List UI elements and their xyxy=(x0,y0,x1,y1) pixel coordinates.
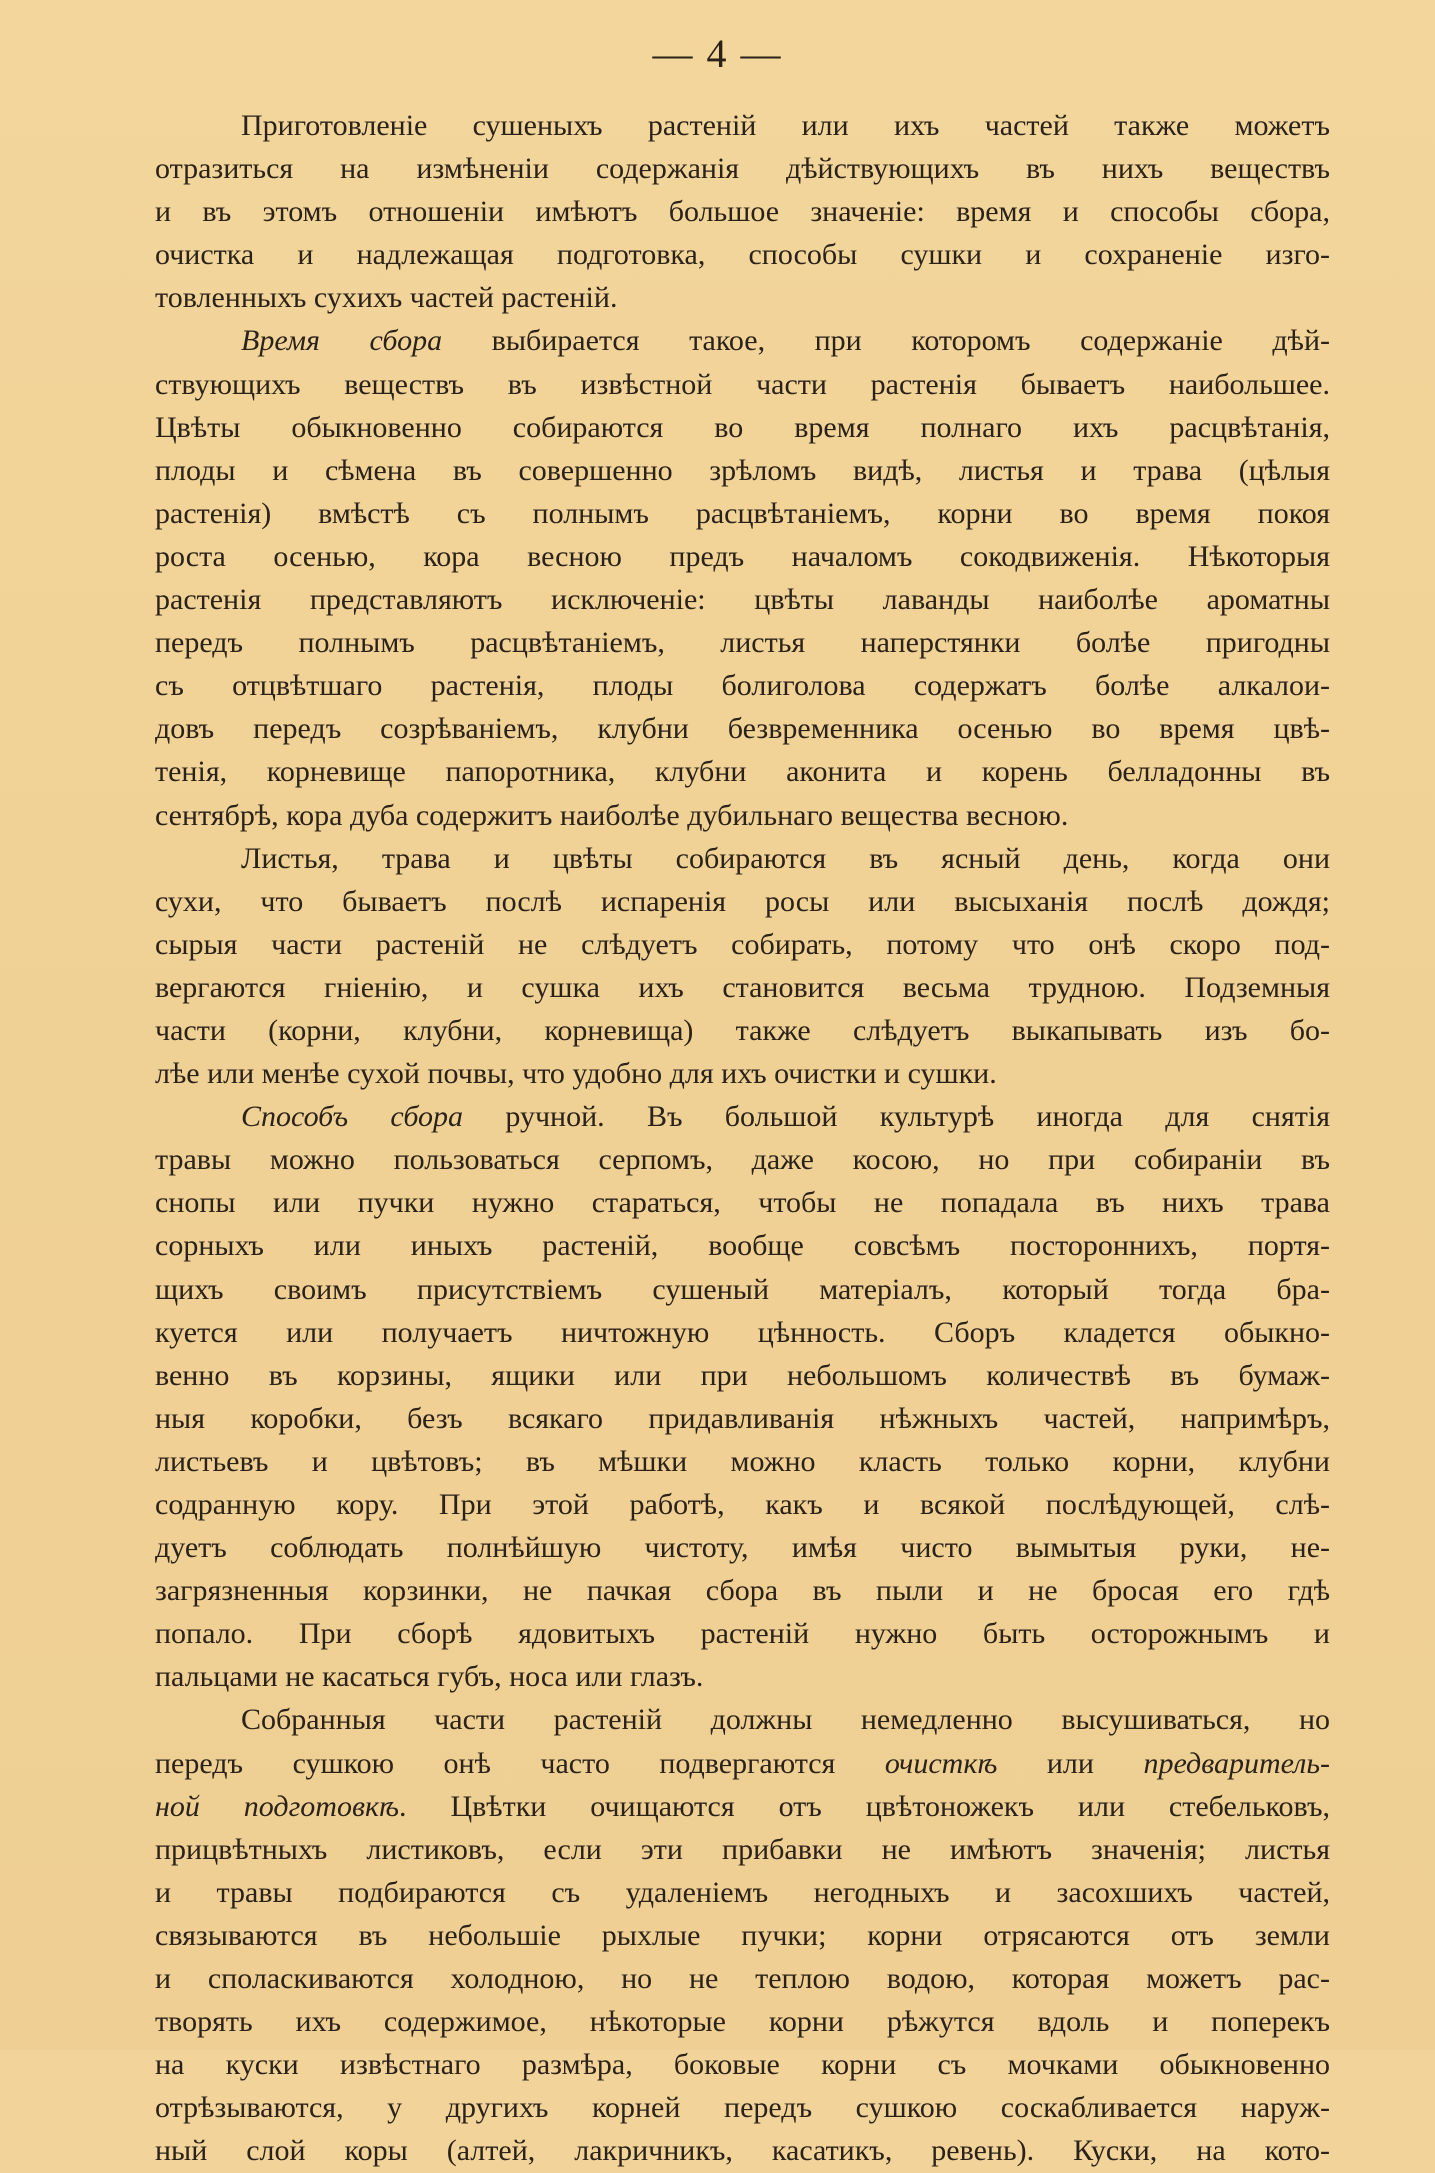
text-segment: снопы или пучки нужно стараться, чтобы не попадала въ нихъ трава xyxy=(155,1186,1330,1220)
text-line xyxy=(155,190,1330,233)
text-line xyxy=(155,794,1330,837)
text-segment: сырыя части растеній не слѣдуетъ собирать, потому что онѣ скоро под- xyxy=(155,927,1330,961)
text-segment: ный слой коры (алтей, лакричникъ, касатикъ, ревень). Куски, на кото- xyxy=(155,2134,1330,2168)
text-segment: ныя коробки, безъ всякаго придавливанія нѣжныхъ частей, напримѣръ, xyxy=(155,1401,1330,1435)
text-segment: передъ сушкою онѣ часто подвергаются xyxy=(155,1746,885,1780)
text-line xyxy=(155,1655,1330,1698)
text-segment: сентябрѣ, кора дуба содержитъ наиболѣе дубильнаго вещества весною. xyxy=(155,798,1069,832)
text-line xyxy=(155,1698,1330,1741)
text-segment: содранную кору. При этой работѣ, какъ и всякой послѣдующей, слѣ- xyxy=(155,1488,1330,1521)
text-segment: сухи, что бываетъ послѣ испаренія росы или высыханія послѣ дождя; xyxy=(155,884,1330,918)
text-segment: и споласкиваются холодною, но не теплою водою, которая можетъ рас- xyxy=(155,1962,1330,1996)
text-segment: сорныхъ или иныхъ растеній, вообще совсѣмъ постороннихъ, портя- xyxy=(155,1229,1330,1263)
text-line xyxy=(155,1009,1330,1052)
text-line xyxy=(155,449,1330,492)
text-line xyxy=(155,1612,1330,1655)
text-segment: Приготовленіе сушеныхъ растеній или ихъ частей также можетъ xyxy=(241,109,1330,142)
text-line xyxy=(155,147,1330,190)
text-line xyxy=(155,104,1330,147)
text-line xyxy=(155,1052,1330,1095)
text-segment: лѣе или менѣе сухой почвы, что удобно для ихъ очистки и сушки. xyxy=(155,1057,997,1091)
text-line xyxy=(155,707,1330,750)
text-line xyxy=(155,319,1330,362)
text-segment: передъ полнымъ расцвѣтаніемъ, листья наперстянки болѣе пригодны xyxy=(155,626,1330,660)
text-segment: довъ передъ созрѣваніемъ, клубни безвременника осенью во время цвѣ- xyxy=(155,712,1330,746)
text-segment: отразиться на измѣненіи содержанія дѣйствующихъ въ нихъ веществъ xyxy=(155,152,1330,186)
text-line xyxy=(155,1440,1330,1483)
text-segment: товленныхъ сухихъ частей растеній. xyxy=(155,281,618,315)
text-segment: венно въ корзины, ящики или при небольшомъ количествѣ въ бумаж- xyxy=(155,1358,1330,1392)
text-segment: дуетъ соблюдать полнѣйшую чистоту, имѣя чисто вымытыя руки, не- xyxy=(155,1531,1330,1565)
italic-term: предваритель- xyxy=(1143,1746,1330,1780)
text-line xyxy=(155,923,1330,966)
text-line xyxy=(155,1569,1330,1612)
text-line xyxy=(155,1268,1330,1311)
text-segment: щихъ своимъ присутствіемъ сушеный матеріалъ, который тогда бра- xyxy=(155,1272,1330,1306)
text-segment: ручной. Въ большой культурѣ иногда для снятія xyxy=(463,1100,1330,1134)
italic-term: очисткѣ xyxy=(884,1746,998,1780)
text-line xyxy=(155,664,1330,707)
text-line xyxy=(155,1181,1330,1224)
text-segment: или xyxy=(997,1746,1144,1780)
text-segment: связываются въ небольшіе рыхлые пучки; корни отрясаются отъ земли xyxy=(155,1918,1330,1952)
text-line xyxy=(155,1957,1330,2000)
text-line xyxy=(155,1397,1330,1440)
text-line xyxy=(155,578,1330,621)
text-line xyxy=(155,535,1330,578)
text-line xyxy=(155,837,1330,880)
text-segment: Цвѣты обыкновенно собираются во время полнаго ихъ расцвѣтанія, xyxy=(155,410,1330,444)
text-segment: прицвѣтныхъ листиковъ, если эти прибавки не имѣютъ значенія; листья xyxy=(155,1832,1330,1866)
text-line xyxy=(155,621,1330,664)
italic-term: Способъ сбора xyxy=(241,1100,464,1134)
text-line xyxy=(155,750,1330,793)
text-segment: Собранныя части растеній должны немедленно высушиваться, но xyxy=(241,1703,1330,1737)
text-line xyxy=(155,880,1330,923)
text-line xyxy=(155,1311,1330,1354)
text-line xyxy=(155,1871,1330,1914)
text-segment: травы можно пользоваться серпомъ, даже косою, но при собираніи въ xyxy=(155,1143,1330,1177)
text-line xyxy=(155,1138,1330,1181)
text-segment: на куски извѣстнаго размѣра, боковые корни съ мочками обыкновенно xyxy=(155,2048,1330,2082)
text-segment: ствующихъ веществъ въ извѣстной части растенія бываетъ наибольшее. xyxy=(155,367,1330,401)
text-line xyxy=(155,363,1330,406)
page-number: — 4 — xyxy=(652,31,783,76)
text-line xyxy=(155,1914,1330,1957)
text-segment: части (корни, клубни, корневища) также слѣдуетъ выкапывать изъ бо- xyxy=(155,1013,1330,1047)
text-segment: и травы подбираются съ удаленіемъ негодныхъ и засохшихъ частей, xyxy=(155,1875,1330,1909)
text-segment: очистка и надлежащая подготовка, способы сушки и сохраненіе изго- xyxy=(155,238,1330,272)
text-segment: творять ихъ содержимое, нѣкоторые корни рѣжутся вдоль и поперекъ xyxy=(155,2005,1330,2039)
text-line xyxy=(155,1785,1330,1828)
text-line xyxy=(155,492,1330,535)
text-line xyxy=(155,2129,1330,2172)
text-line xyxy=(155,1483,1330,1526)
text-segment: съ отцвѣтшаго растенія, плоды болиголова содержатъ болѣе алкалои- xyxy=(155,669,1330,703)
text-segment: растенія представляютъ исключеніе: цвѣты лаванды наиболѣе ароматны xyxy=(155,583,1330,617)
text-line xyxy=(155,1742,1330,1785)
text-line xyxy=(155,1526,1330,1569)
text-line xyxy=(155,1095,1330,1138)
text-segment: выбирается такое, при которомъ содержаніе дѣй- xyxy=(442,324,1330,358)
text-line xyxy=(155,1354,1330,1397)
text-segment: отрѣзываются, у другихъ корней передъ сушкою соскабливается наруж- xyxy=(155,2091,1330,2125)
text-line xyxy=(155,2086,1330,2129)
text-line xyxy=(155,233,1330,276)
italic-term: Время сбора xyxy=(241,324,443,358)
text-line xyxy=(155,966,1330,1009)
text-segment: растенія) вмѣстѣ съ полнымъ расцвѣтаніемъ, корни во время покоя xyxy=(155,496,1330,530)
text-line xyxy=(155,1224,1330,1267)
text-segment: попало. При сборѣ ядовитыхъ растеній нужно быть осторожнымъ и xyxy=(155,1617,1330,1651)
body-text xyxy=(155,104,1330,2173)
text-segment: вергаются гніенію, и сушка ихъ становится весьма трудною. Подземныя xyxy=(155,970,1330,1004)
text-segment: листьевъ и цвѣтовъ; въ мѣшки можно класть только корни, клубни xyxy=(155,1444,1330,1478)
text-segment: роста осенью, кора весною предъ началомъ сокодвиженія. Нѣкоторыя xyxy=(155,539,1330,573)
text-line xyxy=(155,276,1330,319)
text-line xyxy=(155,406,1330,449)
text-line xyxy=(155,2000,1330,2043)
italic-term: ной подготовкѣ xyxy=(155,1789,400,1823)
text-segment: пальцами не касаться губъ, носа или глазъ. xyxy=(155,1660,704,1694)
text-segment: куется или получаетъ ничтожную цѣнность. Сборъ кладется обыкно- xyxy=(155,1315,1330,1349)
text-segment: Листья, трава и цвѣты собираются въ ясный день, когда они xyxy=(241,841,1330,875)
text-segment: тенія, корневище папоротника, клубни аконита и корень белладонны въ xyxy=(155,755,1330,789)
text-segment: . Цвѣтки очищаются отъ цвѣтоножекъ или стебельковъ, xyxy=(399,1789,1330,1823)
text-segment: и въ этомъ отношеніи имѣютъ большое значеніе: время и способы сбора, xyxy=(155,195,1330,229)
text-segment: загрязненныя корзинки, не пачкая сбора въ пыли и не бросая его гдѣ xyxy=(155,1574,1330,1608)
text-segment: плоды и сѣмена въ совершенно зрѣломъ видѣ, листья и трава (цѣлыя xyxy=(155,453,1330,487)
text-line xyxy=(155,1828,1330,1871)
